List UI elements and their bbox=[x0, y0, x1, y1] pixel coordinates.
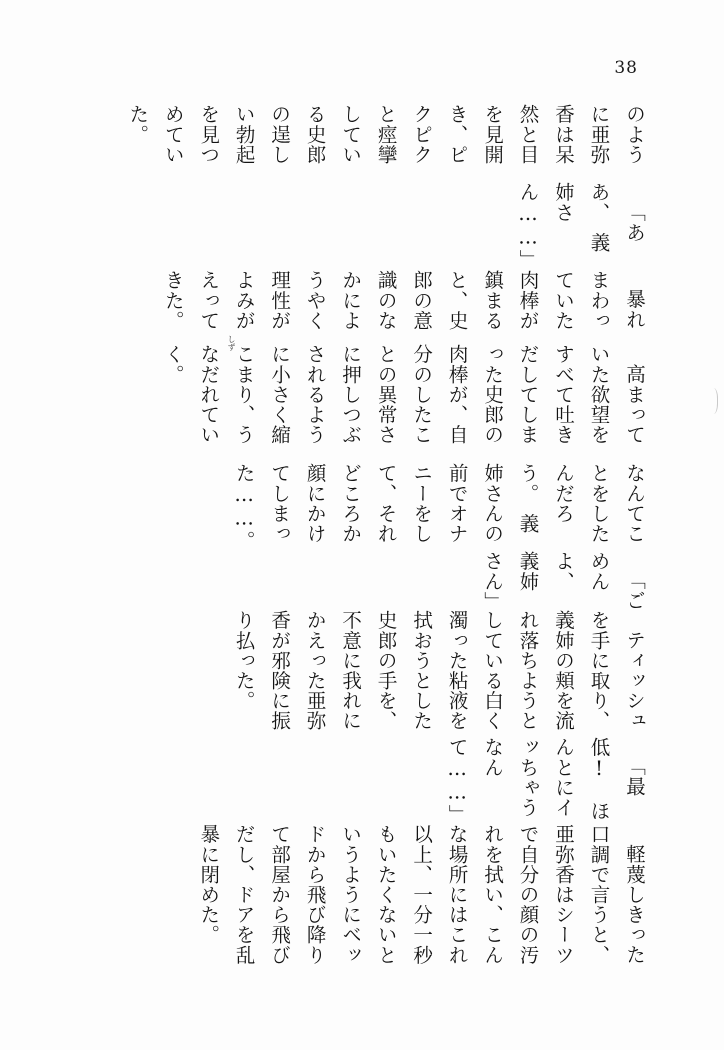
paragraph: なんてことをしたんだろう。 義姉さんの前でオナニーをして、それどころか顔にかけてしまった……。 bbox=[232, 463, 646, 551]
paragraph: 高まっていた欲望をすべて吐きだしてしまった史郎の肉棒が、自分のしたことの異常さに押しつぶされるように小さく縮こまり、うなだれていく。 bbox=[161, 344, 646, 445]
page-edge-mark bbox=[707, 388, 718, 414]
paragraph: 「最低! ほんとにイッちゃうなんて……」 bbox=[445, 736, 646, 825]
paragraph: 暴れまわっていた肉棒が鎮まると、史郎の意識のなかにようやく理性がよみがえってきた。 bbox=[161, 269, 646, 330]
paragraph: 「ああ、 義姉さん……」 bbox=[516, 182, 646, 270]
page-body bbox=[92, 104, 652, 984]
paragraph: のように亜弥香は呆然と目を見開き、ピクピクと痙攣している史郎の逞しい勃起を見つめていた。 bbox=[126, 104, 646, 165]
page-number: 38 bbox=[614, 58, 638, 78]
paragraph: 「ごめんよ、 義姉さん」 bbox=[481, 550, 646, 612]
paragraph: 軽蔑しきった口調で言うと、亜弥香はシーツで自分の顔の汚れを拭い、こんな場所にはこれ以上、一分一秒もいたくないというようにベッドから飛び降りて部屋から飛びだし、ドアを乱暴に閉めた。 bbox=[197, 824, 646, 965]
paragraph: ティッシュを手に取り、義姉の頬を流れ落ちようとしている白く濁った粘液を拭おうとした史郎の手を、不意に我れにかえった亜弥香が邪険に振り払った。 bbox=[232, 610, 646, 732]
ruby-annotation: しず bbox=[227, 335, 236, 351]
